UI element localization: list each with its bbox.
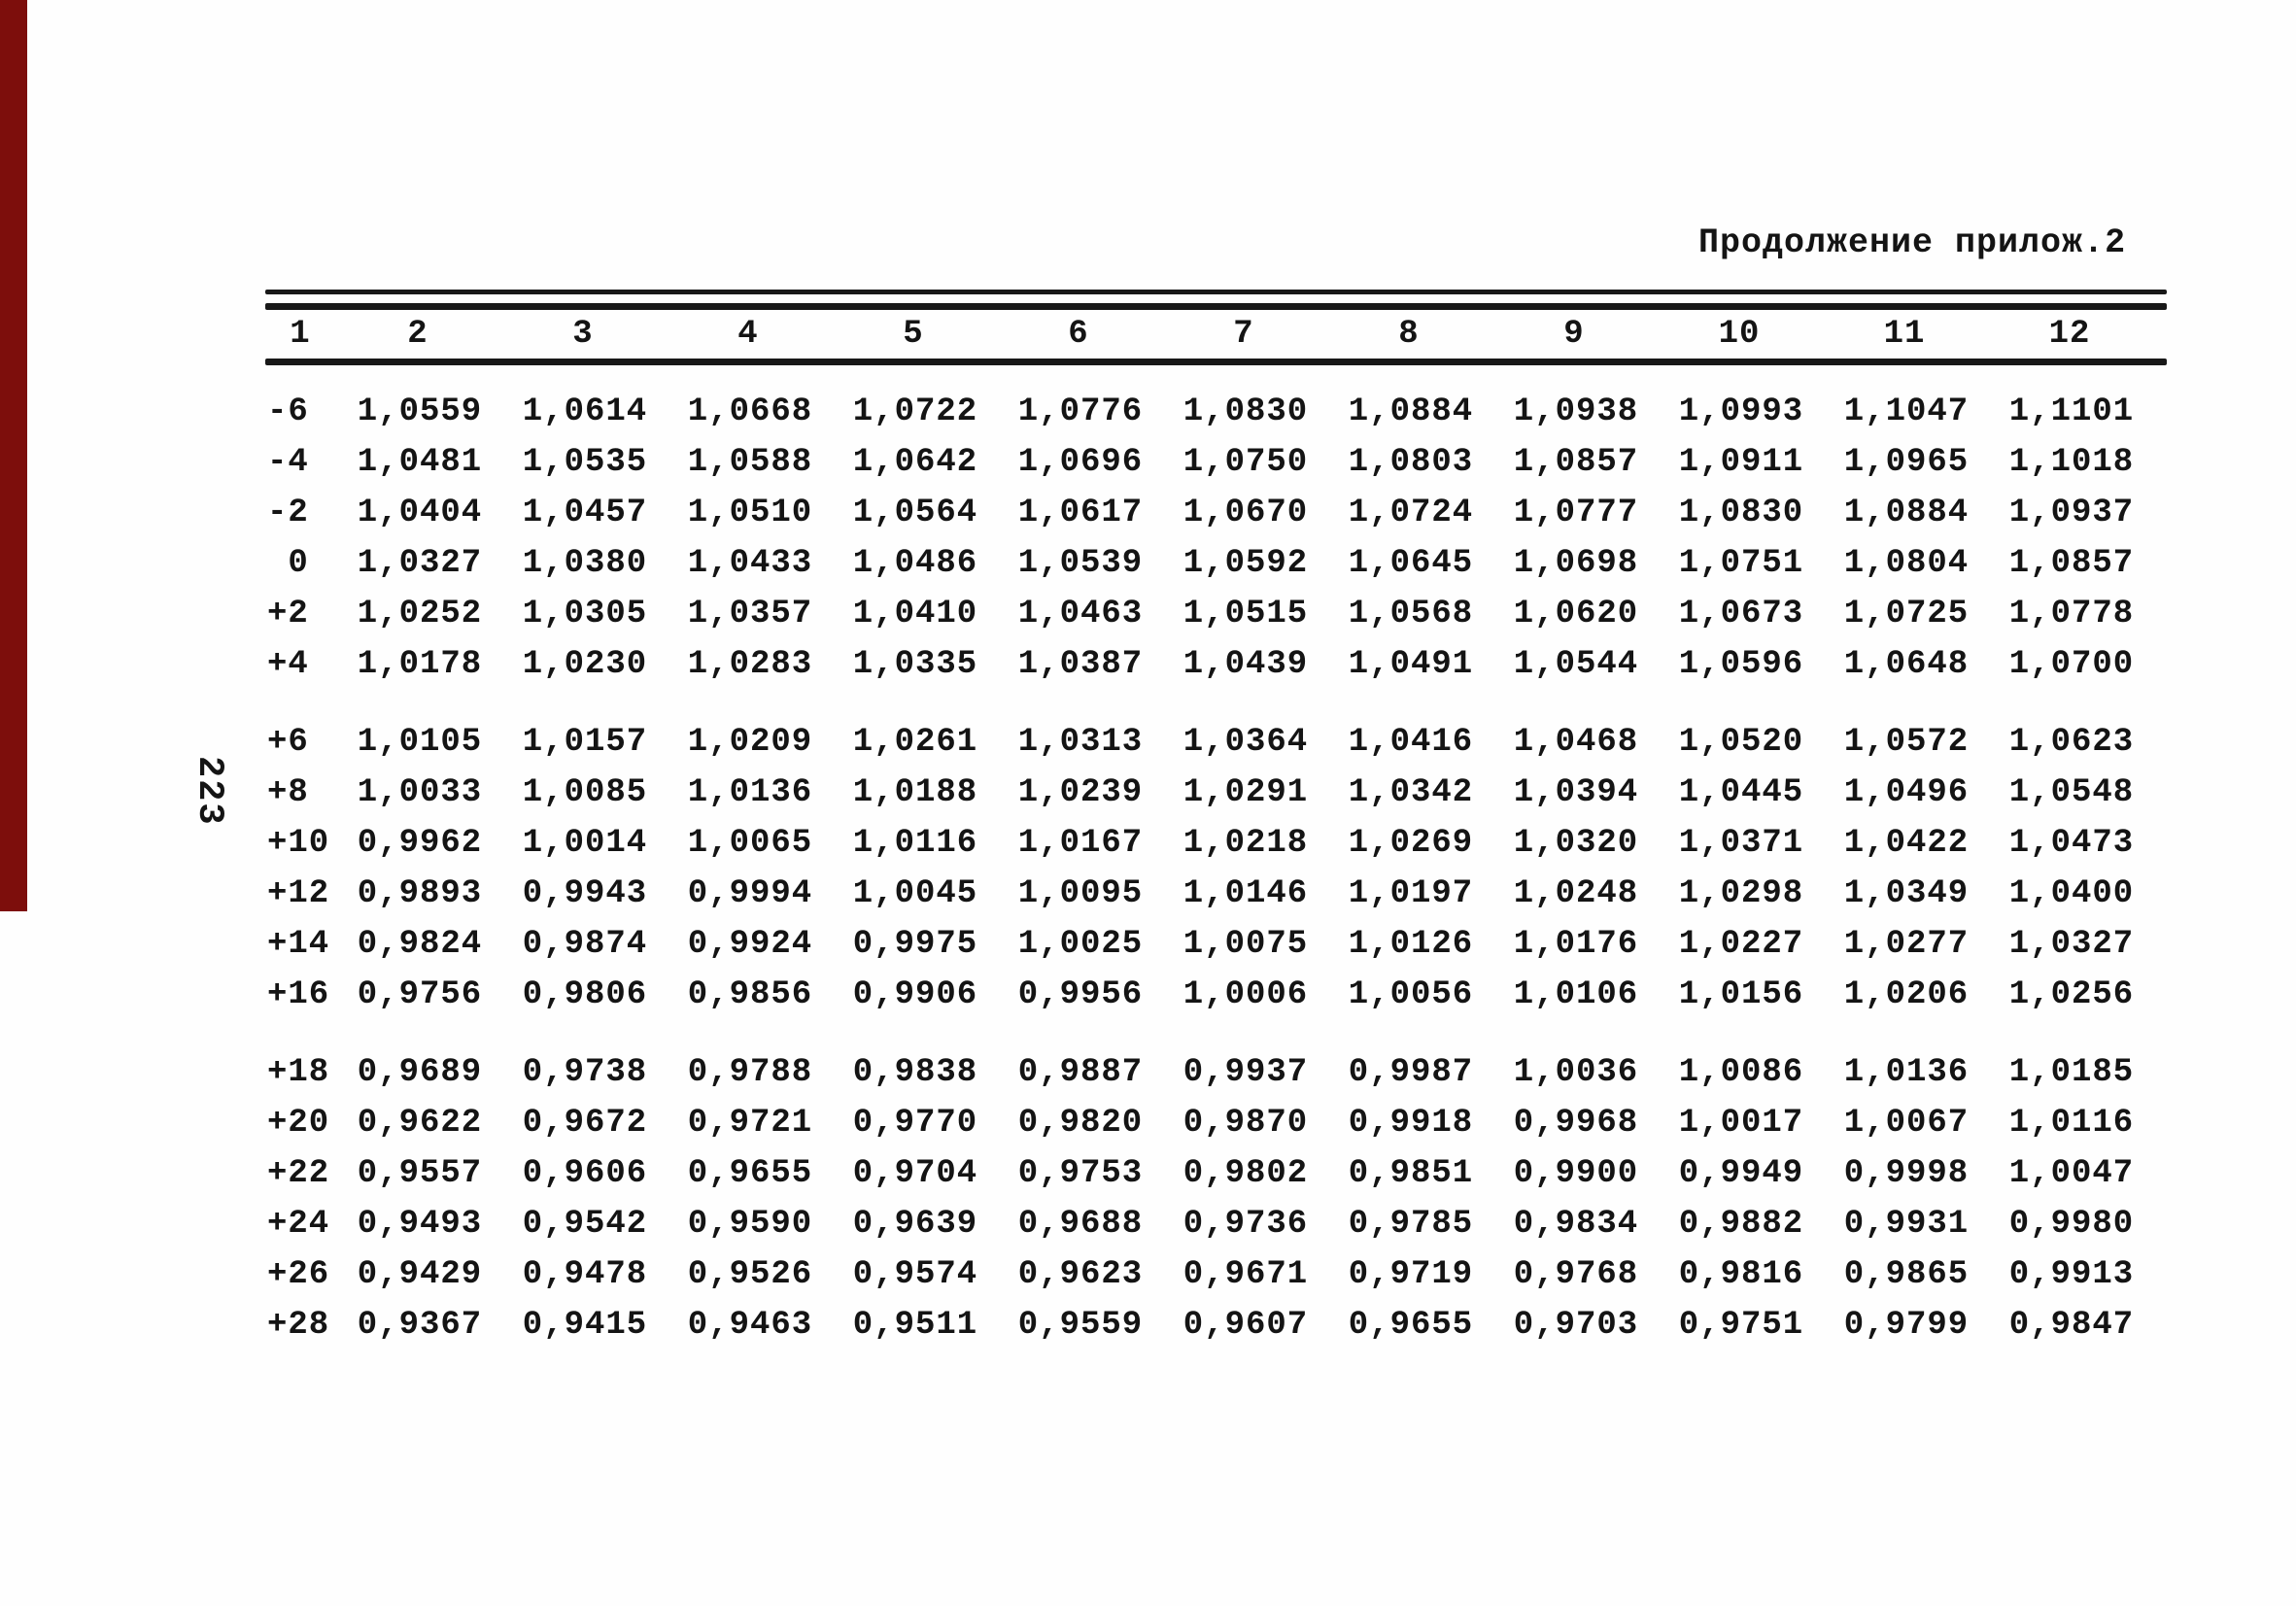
table-row — [265, 639, 2167, 690]
table-cell: 1,0548 — [2008, 774, 2135, 811]
table-cell: 0,9689 — [357, 1054, 483, 1091]
column-header: 11 — [1883, 316, 1926, 353]
table-cell: 1,0248 — [1513, 875, 1639, 912]
table-cell: 1,0371 — [1678, 825, 1804, 862]
table-cell: 1,0085 — [522, 774, 648, 811]
table-cell: 0,9768 — [1513, 1256, 1639, 1293]
column-header: 1 — [290, 316, 311, 353]
table-cell: 1,0457 — [522, 495, 648, 531]
table-cell: 1,0572 — [1843, 724, 1970, 761]
table-cell: 0,9542 — [522, 1206, 648, 1243]
table-cell: 1,0065 — [687, 825, 813, 862]
table-cell: 1,0481 — [357, 444, 483, 481]
table-row — [265, 589, 2167, 639]
row-label: +16 — [267, 976, 330, 1013]
table-cell: 0,9655 — [687, 1155, 813, 1192]
table-cell: 0,9590 — [687, 1206, 813, 1243]
table-row — [265, 538, 2167, 589]
table-cell: 1,0416 — [1348, 724, 1474, 761]
table-cell: 0,9918 — [1348, 1105, 1474, 1142]
table-cell: 1,0227 — [1678, 926, 1804, 963]
table-cell: 1,0486 — [852, 545, 978, 582]
table-cell: 1,0857 — [2008, 545, 2135, 582]
table-row — [265, 1199, 2167, 1249]
table-cell: 1,0614 — [522, 393, 648, 430]
table-cell: 1,0291 — [1182, 774, 1309, 811]
table-cell: 1,0277 — [1843, 926, 1970, 963]
table-cell: 0,9622 — [357, 1105, 483, 1142]
table-cell: 1,0136 — [687, 774, 813, 811]
table-cell: 1,0209 — [687, 724, 813, 761]
table-cell: 1,0588 — [687, 444, 813, 481]
table-cell: 0,9847 — [2008, 1307, 2135, 1344]
table-row — [265, 1148, 2167, 1199]
table-cell: 0,9721 — [687, 1105, 813, 1142]
table-cell: 1,0884 — [1348, 393, 1474, 430]
table-cell: 1,0410 — [852, 596, 978, 632]
table-cell: 0,9882 — [1678, 1206, 1804, 1243]
data-table — [265, 290, 2167, 1350]
table-cell: 1,0086 — [1678, 1054, 1804, 1091]
table-cell: 0,9806 — [522, 976, 648, 1013]
table-cell: 1,0105 — [357, 724, 483, 761]
column-header: 7 — [1233, 316, 1254, 353]
row-group — [265, 1047, 2167, 1350]
table-cell: 1,0515 — [1182, 596, 1309, 632]
table-cell: 1,0387 — [1017, 646, 1144, 683]
table-cell: 1,0178 — [357, 646, 483, 683]
table-cell: 0,9870 — [1182, 1105, 1309, 1142]
table-row — [265, 437, 2167, 488]
table-cell: 0,9639 — [852, 1206, 978, 1243]
row-label: +6 — [267, 724, 309, 761]
table-cell: 0,9943 — [522, 875, 648, 912]
table-cell: 0,9607 — [1182, 1307, 1309, 1344]
table-cell: 1,0857 — [1513, 444, 1639, 481]
table-cell: 0,9865 — [1843, 1256, 1970, 1293]
row-label: +10 — [267, 825, 330, 862]
column-header: 5 — [903, 316, 924, 353]
table-row — [265, 919, 2167, 970]
table-cell: 1,0422 — [1843, 825, 1970, 862]
table-cell: 1,0185 — [2008, 1054, 2135, 1091]
table-cell: 1,0025 — [1017, 926, 1144, 963]
table-cell: 0,9429 — [357, 1256, 483, 1293]
table-cell: 1,0126 — [1348, 926, 1474, 963]
table-cell: 0,9753 — [1017, 1155, 1144, 1192]
table-cell: 0,9893 — [357, 875, 483, 912]
table-cell: 1,0700 — [2008, 646, 2135, 683]
table-cell: 0,9511 — [852, 1307, 978, 1344]
table-cell: 1,0620 — [1513, 596, 1639, 632]
table-cell: 0,9672 — [522, 1105, 648, 1142]
table-cell: 1,0298 — [1678, 875, 1804, 912]
row-label: +12 — [267, 875, 330, 912]
table-cell: 0,9785 — [1348, 1206, 1474, 1243]
table-cell: 1,0564 — [852, 495, 978, 531]
table-cell: 0,9838 — [852, 1054, 978, 1091]
row-label: +24 — [267, 1206, 330, 1243]
table-cell: 0,9799 — [1843, 1307, 1970, 1344]
table-header-rule — [265, 359, 2167, 365]
table-cell: 0,9874 — [522, 926, 648, 963]
row-label: +4 — [267, 646, 309, 683]
table-cell: 1,0206 — [1843, 976, 1970, 1013]
table-cell: 0,9751 — [1678, 1307, 1804, 1344]
table-cell: 1,0218 — [1182, 825, 1309, 862]
table-cell: 1,0778 — [2008, 596, 2135, 632]
table-cell: 1,0938 — [1513, 393, 1639, 430]
table-cell: 0,9559 — [1017, 1307, 1144, 1344]
column-header: 3 — [572, 316, 594, 353]
row-label: -4 — [267, 444, 309, 481]
row-label: 0 — [267, 545, 309, 582]
table-cell: 1,0036 — [1513, 1054, 1639, 1091]
row-label: +8 — [267, 774, 309, 811]
table-cell: 1,0394 — [1513, 774, 1639, 811]
table-row — [265, 717, 2167, 768]
table-cell: 0,9493 — [357, 1206, 483, 1243]
table-cell: 1,0146 — [1182, 875, 1309, 912]
table-cell: 0,9906 — [852, 976, 978, 1013]
table-cell: 1,0648 — [1843, 646, 1970, 683]
table-cell: 0,9824 — [357, 926, 483, 963]
table-cell: 1,0014 — [522, 825, 648, 862]
table-cell: 1,0006 — [1182, 976, 1309, 1013]
table-cell: 1,0544 — [1513, 646, 1639, 683]
table-cell: 0,9788 — [687, 1054, 813, 1091]
table-cell: 0,9606 — [522, 1155, 648, 1192]
table-cell: 1,0884 — [1843, 495, 1970, 531]
table-cell: 1,0592 — [1182, 545, 1309, 582]
row-label: +14 — [267, 926, 330, 963]
column-header: 8 — [1398, 316, 1420, 353]
table-cell: 0,9415 — [522, 1307, 648, 1344]
table-cell: 0,9756 — [357, 976, 483, 1013]
table-cell: 1,0047 — [2008, 1155, 2135, 1192]
row-label: +18 — [267, 1054, 330, 1091]
table-cell: 1,0510 — [687, 495, 813, 531]
table-cell: 1,0136 — [1843, 1054, 1970, 1091]
table-cell: 1,0830 — [1678, 495, 1804, 531]
table-cell: 0,9968 — [1513, 1105, 1639, 1142]
column-header: 10 — [1718, 316, 1761, 353]
table-cell: 0,9770 — [852, 1105, 978, 1142]
table-row — [265, 1098, 2167, 1148]
table-header-row — [265, 310, 2167, 359]
table-cell: 1,0327 — [357, 545, 483, 582]
table-cell: 0,9937 — [1182, 1054, 1309, 1091]
table-cell: 0,9802 — [1182, 1155, 1309, 1192]
table-cell: 0,9949 — [1678, 1155, 1804, 1192]
table-cell: 0,9962 — [357, 825, 483, 862]
table-cell: 1,0305 — [522, 596, 648, 632]
table-cell: 1,0623 — [2008, 724, 2135, 761]
table-cell: 0,9820 — [1017, 1105, 1144, 1142]
table-cell: 0,9655 — [1348, 1307, 1474, 1344]
table-cell: 1,0342 — [1348, 774, 1474, 811]
table-cell: 1,0439 — [1182, 646, 1309, 683]
table-top-rule-outer — [265, 290, 2167, 294]
table-cell: 1,0252 — [357, 596, 483, 632]
table-cell: 1,0724 — [1348, 495, 1474, 531]
table-cell: 1,0830 — [1182, 393, 1309, 430]
table-cell: 0,9623 — [1017, 1256, 1144, 1293]
table-cell: 1,0349 — [1843, 875, 1970, 912]
column-header: 2 — [407, 316, 428, 353]
table-row — [265, 818, 2167, 869]
table-cell: 1,0468 — [1513, 724, 1639, 761]
table-cell: 1,0156 — [1678, 976, 1804, 1013]
table-cell: 0,9856 — [687, 976, 813, 1013]
column-header: 6 — [1068, 316, 1089, 353]
page-number: 223 — [188, 756, 229, 827]
table-cell: 0,9463 — [687, 1307, 813, 1344]
table-cell: 0,9736 — [1182, 1206, 1309, 1243]
table-cell: 1,0320 — [1513, 825, 1639, 862]
table-cell: 0,9998 — [1843, 1155, 1970, 1192]
table-cell: 1,0496 — [1843, 774, 1970, 811]
table-cell: 1,0804 — [1843, 545, 1970, 582]
table-cell: 1,0327 — [2008, 926, 2135, 963]
table-cell: 1,0400 — [2008, 875, 2135, 912]
table-cell: 1,0095 — [1017, 875, 1144, 912]
table-cell: 0,9980 — [2008, 1206, 2135, 1243]
row-group — [265, 387, 2167, 690]
row-label: +22 — [267, 1155, 330, 1192]
row-label: +2 — [267, 596, 309, 632]
table-cell: 1,0445 — [1678, 774, 1804, 811]
table-cell: 0,9975 — [852, 926, 978, 963]
table-cell: 1,0116 — [852, 825, 978, 862]
table-cell: 0,9931 — [1843, 1206, 1970, 1243]
table-cell: 1,0491 — [1348, 646, 1474, 683]
column-header: 9 — [1563, 316, 1585, 353]
row-label: -2 — [267, 495, 309, 531]
table-cell: 1,0463 — [1017, 596, 1144, 632]
column-header: 12 — [2048, 316, 2091, 353]
table-cell: 0,9956 — [1017, 976, 1144, 1013]
table-cell: 1,0176 — [1513, 926, 1639, 963]
row-label: -6 — [267, 393, 309, 430]
table-cell: 1,0364 — [1182, 724, 1309, 761]
table-cell: 0,9994 — [687, 875, 813, 912]
continuation-note: Продолжение прилож.2 — [1698, 223, 2127, 262]
table-cell: 1,0751 — [1678, 545, 1804, 582]
table-cell: 1,0698 — [1513, 545, 1639, 582]
table-cell: 0,9688 — [1017, 1206, 1144, 1243]
row-label: +26 — [267, 1256, 330, 1293]
table-cell: 1,0283 — [687, 646, 813, 683]
table-cell: 1,0256 — [2008, 976, 2135, 1013]
table-cell: 1,0017 — [1678, 1105, 1804, 1142]
table-cell: 1,0596 — [1678, 646, 1804, 683]
table-cell: 1,0056 — [1348, 976, 1474, 1013]
table-cell: 1,0380 — [522, 545, 648, 582]
table-cell: 1,0357 — [687, 596, 813, 632]
table-cell: 0,9478 — [522, 1256, 648, 1293]
table-cell: 0,9367 — [357, 1307, 483, 1344]
table-row — [265, 768, 2167, 818]
table-cell: 1,1101 — [2008, 393, 2135, 430]
table-cell: 1,0188 — [852, 774, 978, 811]
table-cell: 1,0568 — [1348, 596, 1474, 632]
table-cell: 1,0937 — [2008, 495, 2135, 531]
table-cell: 1,0239 — [1017, 774, 1144, 811]
table-cell: 1,0404 — [357, 495, 483, 531]
table-cell: 1,0313 — [1017, 724, 1144, 761]
table-cell: 0,9913 — [2008, 1256, 2135, 1293]
table-body — [265, 387, 2167, 1350]
table-cell: 0,9557 — [357, 1155, 483, 1192]
table-cell: 1,0696 — [1017, 444, 1144, 481]
table-cell: 1,0335 — [852, 646, 978, 683]
table-row — [265, 387, 2167, 437]
table-cell: 1,0433 — [687, 545, 813, 582]
table-cell: 1,0116 — [2008, 1105, 2135, 1142]
column-header: 4 — [737, 316, 759, 353]
table-cell: 1,0670 — [1182, 495, 1309, 531]
table-row — [265, 970, 2167, 1020]
table-cell: 1,0067 — [1843, 1105, 1970, 1142]
table-cell: 1,0535 — [522, 444, 648, 481]
table-cell: 1,1018 — [2008, 444, 2135, 481]
table-row — [265, 1249, 2167, 1300]
table-cell: 1,0911 — [1678, 444, 1804, 481]
table-cell: 1,0075 — [1182, 926, 1309, 963]
table-cell: 1,0269 — [1348, 825, 1474, 862]
table-cell: 1,1047 — [1843, 393, 1970, 430]
table-cell: 1,0539 — [1017, 545, 1144, 582]
table-row — [265, 1047, 2167, 1098]
table-cell: 0,9924 — [687, 926, 813, 963]
table-cell: 1,0750 — [1182, 444, 1309, 481]
table-row — [265, 869, 2167, 919]
table-cell: 1,0965 — [1843, 444, 1970, 481]
table-cell: 1,0157 — [522, 724, 648, 761]
table-cell: 1,0559 — [357, 393, 483, 430]
table-cell: 0,9738 — [522, 1054, 648, 1091]
table-cell: 1,0993 — [1678, 393, 1804, 430]
table-top-rule-inner — [265, 303, 2167, 310]
table-cell: 1,0777 — [1513, 495, 1639, 531]
table-cell: 1,0473 — [2008, 825, 2135, 862]
table-cell: 0,9900 — [1513, 1155, 1639, 1192]
table-cell: 0,9887 — [1017, 1054, 1144, 1091]
table-row — [265, 1300, 2167, 1350]
table-cell: 0,9816 — [1678, 1256, 1804, 1293]
table-cell: 0,9987 — [1348, 1054, 1474, 1091]
table-cell: 1,0645 — [1348, 545, 1474, 582]
table-cell: 1,0106 — [1513, 976, 1639, 1013]
row-label: +28 — [267, 1307, 330, 1344]
table-cell: 0,9851 — [1348, 1155, 1474, 1192]
table-cell: 1,0776 — [1017, 393, 1144, 430]
row-label: +20 — [267, 1105, 330, 1142]
table-cell: 1,0230 — [522, 646, 648, 683]
table-cell: 1,0197 — [1348, 875, 1474, 912]
table-cell: 0,9703 — [1513, 1307, 1639, 1344]
table-cell: 1,0673 — [1678, 596, 1804, 632]
table-cell: 1,0520 — [1678, 724, 1804, 761]
table-cell: 1,0722 — [852, 393, 978, 430]
table-cell: 1,0045 — [852, 875, 978, 912]
table-row — [265, 488, 2167, 538]
scan-binding-stripe — [0, 0, 27, 911]
table-cell: 0,9834 — [1513, 1206, 1639, 1243]
table-cell: 0,9671 — [1182, 1256, 1309, 1293]
table-cell: 0,9719 — [1348, 1256, 1474, 1293]
table-cell: 1,0803 — [1348, 444, 1474, 481]
table-cell: 1,0261 — [852, 724, 978, 761]
table-cell: 0,9526 — [687, 1256, 813, 1293]
table-cell: 1,0725 — [1843, 596, 1970, 632]
row-group — [265, 717, 2167, 1020]
table-cell: 1,0167 — [1017, 825, 1144, 862]
table-cell: 1,0033 — [357, 774, 483, 811]
table-cell: 0,9574 — [852, 1256, 978, 1293]
table-cell: 0,9704 — [852, 1155, 978, 1192]
table-cell: 1,0668 — [687, 393, 813, 430]
table-cell: 1,0642 — [852, 444, 978, 481]
table-cell: 1,0617 — [1017, 495, 1144, 531]
